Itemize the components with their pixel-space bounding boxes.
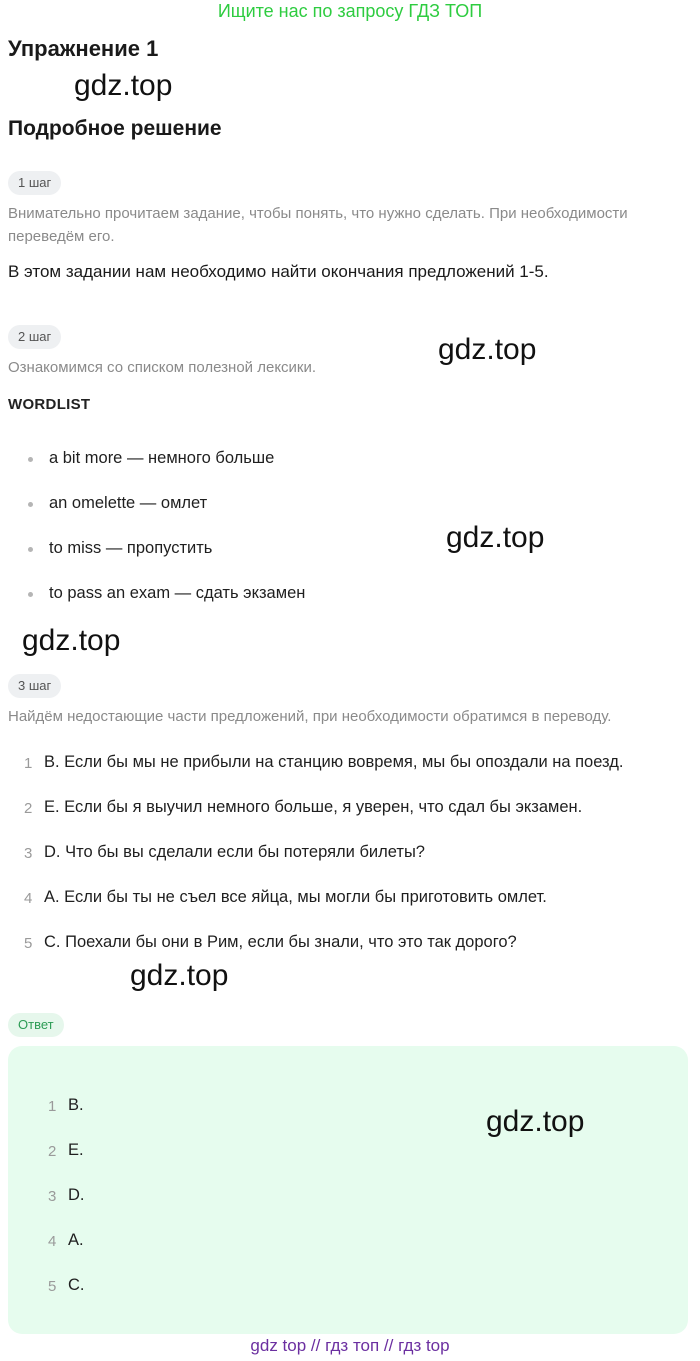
step-1-hint xyxy=(8,202,688,248)
sentence-item: E. Если бы я выучил немного больше, я уверен, что сдал бы экзамен. xyxy=(44,798,583,816)
bullet-icon xyxy=(28,592,33,597)
answer-item: E. xyxy=(68,1141,84,1159)
search-banner: Ищите нас по запросу ГДЗ ТОП xyxy=(217,1,483,21)
page-title: Упражнение 1 xyxy=(8,36,159,61)
watermark: gdz.top xyxy=(130,959,229,992)
wordlist-item: to pass an exam — сдать экзамен xyxy=(49,584,306,602)
step-1-badge: 1 шаг xyxy=(8,171,61,195)
wordlist-item: to miss — пропустить xyxy=(49,539,213,557)
wordlist-title: WORDLIST xyxy=(8,396,91,413)
answer-number: 5 xyxy=(48,1278,57,1295)
wordlist-item: an omelette — омлет xyxy=(49,494,208,512)
item-number: 5 xyxy=(24,935,33,952)
sentence-item: A. Если бы ты не съел все яйца, мы могли бы приготовить омлет. xyxy=(44,888,547,906)
sentence-item: D. Что бы вы сделали если бы потеряли билеты? xyxy=(44,843,425,861)
sentence-item: B. Если бы мы не прибыли на станцию вовремя, мы бы опоздали на поезд. xyxy=(44,753,624,771)
watermark: gdz.top xyxy=(438,333,537,366)
answer-number: 1 xyxy=(48,1098,57,1115)
item-number: 1 xyxy=(24,755,33,772)
answer-number: 2 xyxy=(48,1143,57,1160)
bullet-icon xyxy=(28,502,33,507)
answer-item: D. xyxy=(68,1186,85,1204)
answer-box xyxy=(8,1046,688,1334)
step-2-badge: 2 шаг xyxy=(8,325,61,349)
bullet-icon xyxy=(28,457,33,462)
bullet-icon xyxy=(28,547,33,552)
item-number: 4 xyxy=(24,890,33,907)
step-3-badge: 3 шаг xyxy=(8,674,61,698)
watermark: gdz.top xyxy=(486,1105,585,1138)
watermark: gdz.top xyxy=(22,624,121,657)
footer-watermark: gdz top // гдз топ // гдз top xyxy=(250,1336,450,1355)
wordlist-item: a bit more — немного больше xyxy=(49,449,275,467)
watermark: gdz.top xyxy=(446,521,545,554)
answer-item: C. xyxy=(68,1276,85,1294)
answer-item: B. xyxy=(68,1096,84,1114)
solution-heading: Подробное решение xyxy=(8,117,222,140)
item-number: 2 xyxy=(24,800,33,817)
step-2-hint: Ознакомимся со списком полезной лексики. xyxy=(8,359,317,376)
sentence-item: C. Поехали бы они в Рим, если бы знали, что это так дорого? xyxy=(44,933,517,951)
step-3-hint: Найдём недостающие части предложений, при необходимости обратимся в переводу. xyxy=(8,708,612,725)
step-1-hint-line-2: переведём его. xyxy=(8,228,115,245)
step-1-hint-line-1: Внимательно прочитаем задание, чтобы понять, что нужно сделать. При необходимости xyxy=(8,205,628,222)
watermark: gdz.top xyxy=(74,69,173,102)
item-number: 3 xyxy=(24,845,33,862)
step-1-text: В этом задании нам необходимо найти окончания предложений 1-5. xyxy=(8,262,549,281)
answer-item: A. xyxy=(68,1231,84,1249)
answer-number: 4 xyxy=(48,1233,57,1250)
answer-number: 3 xyxy=(48,1188,57,1205)
answer-badge: Ответ xyxy=(8,1013,64,1037)
